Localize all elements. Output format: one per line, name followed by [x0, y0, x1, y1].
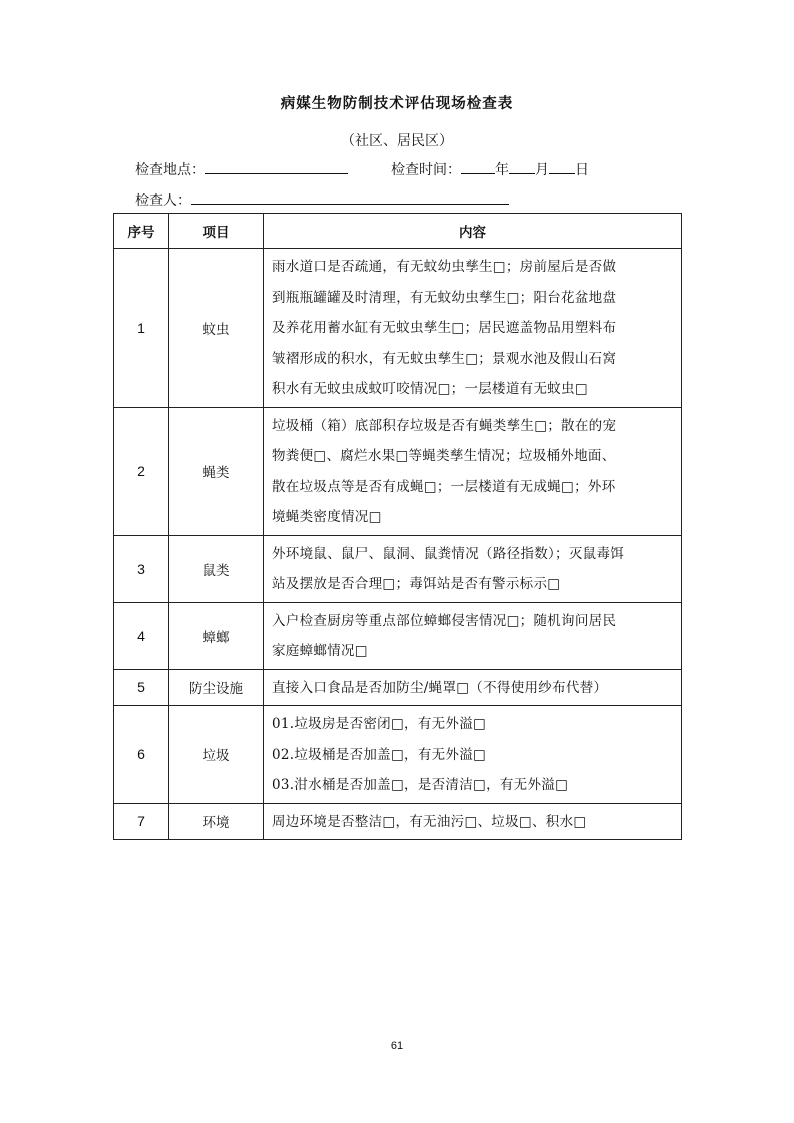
row-item: 鼠类 — [169, 535, 264, 602]
document-subtitle: （社区、居民区） — [341, 133, 453, 149]
content-line: 散在垃圾点等是否有成蝇□；一层楼道有无成蝇□；外环 — [272, 478, 616, 495]
year-label: 年 — [495, 162, 509, 178]
content-line: 积水有无蚊虫成蚊叮咬情况□；一层楼道有无蚊虫□ — [272, 381, 588, 397]
table-row — [114, 706, 682, 804]
day-blank[interactable] — [549, 159, 575, 174]
inspection-table — [113, 213, 682, 840]
row-content — [264, 407, 682, 535]
row-item: 垃圾 — [169, 706, 264, 804]
table-row — [114, 669, 682, 706]
location-label: 检查地点： — [135, 162, 205, 178]
content-line: 境蝇类密度情况□ — [272, 509, 382, 525]
inspector-label: 检查人： — [135, 193, 191, 209]
header-item: 项目 — [169, 214, 264, 249]
row-item: 蟑螂 — [169, 602, 264, 669]
content-line: 到瓶瓶罐罐及时清理，有无蚊幼虫孳生□；阳台花盆地盘 — [272, 289, 617, 306]
row-content — [264, 602, 682, 669]
content-line: 02.垃圾桶是否加盖□，有无外溢□ — [272, 746, 487, 763]
year-blank[interactable] — [461, 159, 495, 174]
day-label: 日 — [575, 162, 589, 178]
content-line: 03.泔水桶是否加盖□，是否清洁□，有无外溢□ — [272, 777, 569, 793]
document-title: 病媒生物防制技术评估现场检查表 — [280, 96, 514, 112]
month-blank[interactable] — [509, 159, 535, 174]
table-row — [114, 803, 682, 840]
time-field — [391, 159, 589, 179]
row-number: 1 — [114, 249, 169, 408]
row-content — [264, 706, 682, 804]
content-line: 外环境鼠、鼠尸、鼠洞、鼠粪情况（路径指数）；灭鼠毒饵 — [272, 545, 625, 562]
row-number: 2 — [114, 407, 169, 535]
location-blank[interactable] — [205, 159, 348, 174]
content-line: 雨水道口是否疏通，有无蚊幼虫孳生□；房前屋后是否做 — [272, 259, 617, 275]
table-header-row — [114, 214, 682, 249]
row-content — [264, 803, 682, 840]
table-row — [114, 407, 682, 535]
row-item: 蝇类 — [169, 407, 264, 535]
content-line: 家庭蟑螂情况□ — [272, 643, 368, 659]
inspector-blank[interactable] — [191, 190, 509, 205]
content-line: 直接入口食品是否加防尘/蝇罩□（不得使用纱布代替） — [272, 679, 608, 696]
table-row — [114, 535, 682, 602]
content-line: 01.垃圾房是否密闭□，有无外溢□ — [272, 716, 487, 732]
inspector-field — [135, 190, 509, 210]
row-content — [264, 249, 682, 408]
content-line: 物粪便□、腐烂水果□等蝇类孳生情况；垃圾桶外地面、 — [272, 448, 616, 464]
row-item: 环境 — [169, 803, 264, 840]
page-number: 61 — [390, 1040, 404, 1052]
row-item: 蚊虫 — [169, 249, 264, 408]
time-label: 检查时间： — [391, 162, 461, 178]
table-row — [114, 249, 682, 408]
content-line: 站及摆放是否合理□；毒饵站是否有警示标示□ — [272, 576, 561, 592]
table-row — [114, 602, 682, 669]
location-field — [135, 159, 348, 179]
header-number: 序号 — [114, 214, 169, 249]
row-number: 3 — [114, 535, 169, 602]
content-line: 皱褶形成的积水，有无蚊虫孳生□；景观水池及假山石窝 — [272, 350, 617, 367]
row-content — [264, 669, 682, 706]
row-number: 7 — [114, 803, 169, 840]
row-item: 防尘设施 — [169, 669, 264, 706]
row-number: 4 — [114, 602, 169, 669]
content-line: 及养花用蓄水缸有无蚊虫孳生□；居民遮盖物品用塑料布 — [272, 320, 617, 336]
content-line: 垃圾桶（箱）底部积存垃圾是否有蝇类孳生□；散在的宠 — [272, 417, 617, 434]
month-label: 月 — [535, 162, 549, 178]
content-line: 入户检查厨房等重点部位蟑螂侵害情况□；随机询问居民 — [272, 612, 617, 629]
header-content: 内容 — [264, 214, 682, 249]
row-content — [264, 535, 682, 602]
row-number: 5 — [114, 669, 169, 706]
content-line: 周边环境是否整洁□，有无油污□、垃圾□、积水□ — [272, 813, 587, 830]
row-number: 6 — [114, 706, 169, 804]
